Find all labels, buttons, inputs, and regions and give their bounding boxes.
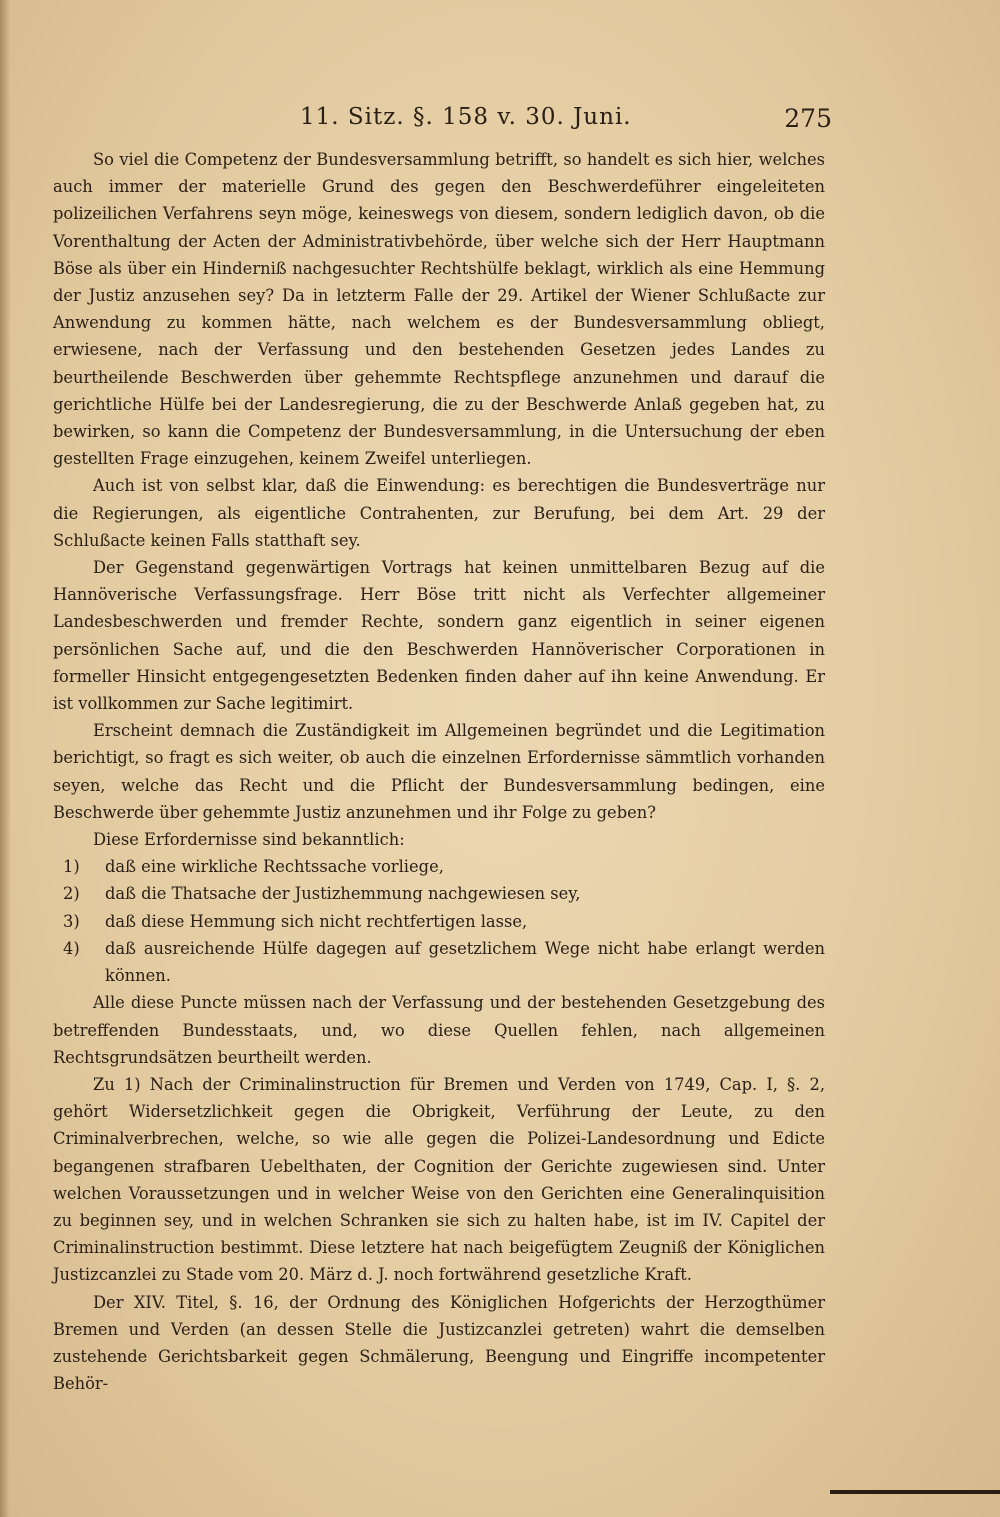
list-item-text: daß diese Hemmung sich nicht rechtfertigen lasse, — [105, 911, 528, 931]
paragraph: Der Gegenstand gegenwärtigen Vortrags hat keinen unmittelbaren Bezug auf die Hannöverische Verfassungsfrage. Herr Böse tritt nicht als Verfechter allgemeiner Landesbeschwerden und fremder Rechte, sondern ganz eigentlich in seiner eigenen persönlichen Sache auf, und die den Beschwerden Hannöverischer Corporationen in formeller Hinsicht entgegengesetzten Bedenken finden daher auf ihn keine Anwendung. Er ist vollkommen zur Sache legitimirt. — [53, 558, 825, 714]
list-item-text: daß die Thatsache der Justizhemmung nachgewiesen sey, — [105, 884, 581, 904]
list-item-text: daß ausreichende Hülfe dagegen auf gesetzlichem Wege nicht habe erlangt werden können. — [105, 938, 825, 986]
list-item-number: 2) — [63, 884, 80, 904]
page-number: 275 — [784, 104, 832, 133]
running-head: 11. Sitz. §. 158 v. 30. Juni. — [300, 104, 632, 130]
page-header — [50, 100, 832, 140]
list-item — [53, 853, 825, 880]
list-item — [53, 908, 825, 935]
list-item — [53, 880, 825, 907]
paragraph: So viel die Competenz der Bundesversammlung betrifft, so handelt es sich hier, welches auch immer der materielle Grund des gegen den Beschwerdeführer eingeleiteten polizeilichen Verfahrens seyn möge, keineswegs von diesem, sondern lediglich davon, ob die Vorenthaltung der Acten der Administrativbehörde, über welche sich der Herr Hauptmann Böse als über ein Hinderniß nachgesuchter Rechtshülfe beklagt, wirklich als eine Hemmung der Justiz anzusehen sey? Da in letzterm Falle der 29. Artikel der Wiener Schlußacte zur Anwendung zu kommen hätte, nach welchem es der Bundesversammlung obliegt, erwiesene, nach der Verfassung und den bestehenden Gesetzen jedes Landes zu beurtheilende Beschwerden über gehemmte Rechtspflege anzunehmen und darauf die gerichtliche Hülfe bei der Landesregierung, die zu der Beschwerde Anlaß gegeben hat, zu bewirken, so kann die Competenz der Bundesversammlung, in die Untersuchung der eben gestellten Frage einzugehen, keinem Zweifel unterliegen. — [53, 150, 825, 469]
list-item-number: 4) — [63, 938, 80, 958]
paragraph: Auch ist von selbst klar, daß die Einwendung: es berechtigen die Bundesverträge nur die Regierungen, als eigentliche Contrahenten, zur Berufung, bei dem Art. 29 der Schlußacte keinen Falls statthaft sey. — [53, 476, 825, 550]
requirements-list — [53, 853, 825, 989]
list-item — [53, 935, 825, 989]
paragraph: Erscheint demnach die Zuständigkeit im Allgemeinen begründet und die Legitimation berichtigt, so fragt es sich weiter, ob auch die einzelnen Erfordernisse sämmtlich vorhanden seyen, welche das Recht und die Pflicht der Bundesversammlung bedingen, eine Beschwerde über gehemmte Justiz anzunehmen und ihr Folge zu geben? — [53, 721, 825, 822]
list-item-number: 3) — [63, 911, 80, 931]
page-binding-edge — [0, 0, 10, 1517]
paragraph: Alle diese Puncte müssen nach der Verfassung und der bestehenden Gesetzgebung des betreffenden Bundesstaats, und, wo diese Quellen fehlen, nach allgemeinen Rechtsgrundsätzen beurtheilt werden. — [53, 993, 825, 1067]
list-item-text: daß eine wirkliche Rechtssache vorliege, — [105, 857, 444, 877]
paragraph: Der XIV. Titel, §. 16, der Ordnung des Königlichen Hofgerichts der Herzogthümer Bremen und Verden (an dessen Stelle die Justizcanzlei getreten) wahrt die demselben zustehende Gerichtsbarkeit gegen Schmälerung, Beengung und Eingriffe incompetenter Behör- — [53, 1292, 825, 1394]
list-item-number: 1) — [63, 857, 80, 877]
paragraph: Zu 1) Nach der Criminalinstruction für Bremen und Verden von 1749, Cap. I, §. 2, gehört Widersetzlichkeit gegen die Obrigkeit, Verführung der Leute, zu den Criminalverbrechen, welche, so wie alle gegen die Polizei-Landesordnung und Edicte begangenen strafbaren Uebelthaten, der Cognition der Gerichte zugewiesen sind. Unter welchen Voraussetzungen und in welcher Weise von den Gerichten eine Generalinquisition zu beginnen sey, und in welchen Schranken sie sich zu halten habe, ist im IV. Capitel der Criminalinstruction bestimmt. Diese letztere hat nach beigefügtem Zeugniß der Königlichen Justizcanzlei zu Stade vom 20. März d. J. noch fortwährend gesetzliche Kraft. — [53, 1074, 825, 1285]
body-text — [53, 146, 825, 1397]
paragraph: Diese Erfordernisse sind bekanntlich: — [93, 830, 405, 850]
bottom-rule — [830, 1490, 1000, 1494]
